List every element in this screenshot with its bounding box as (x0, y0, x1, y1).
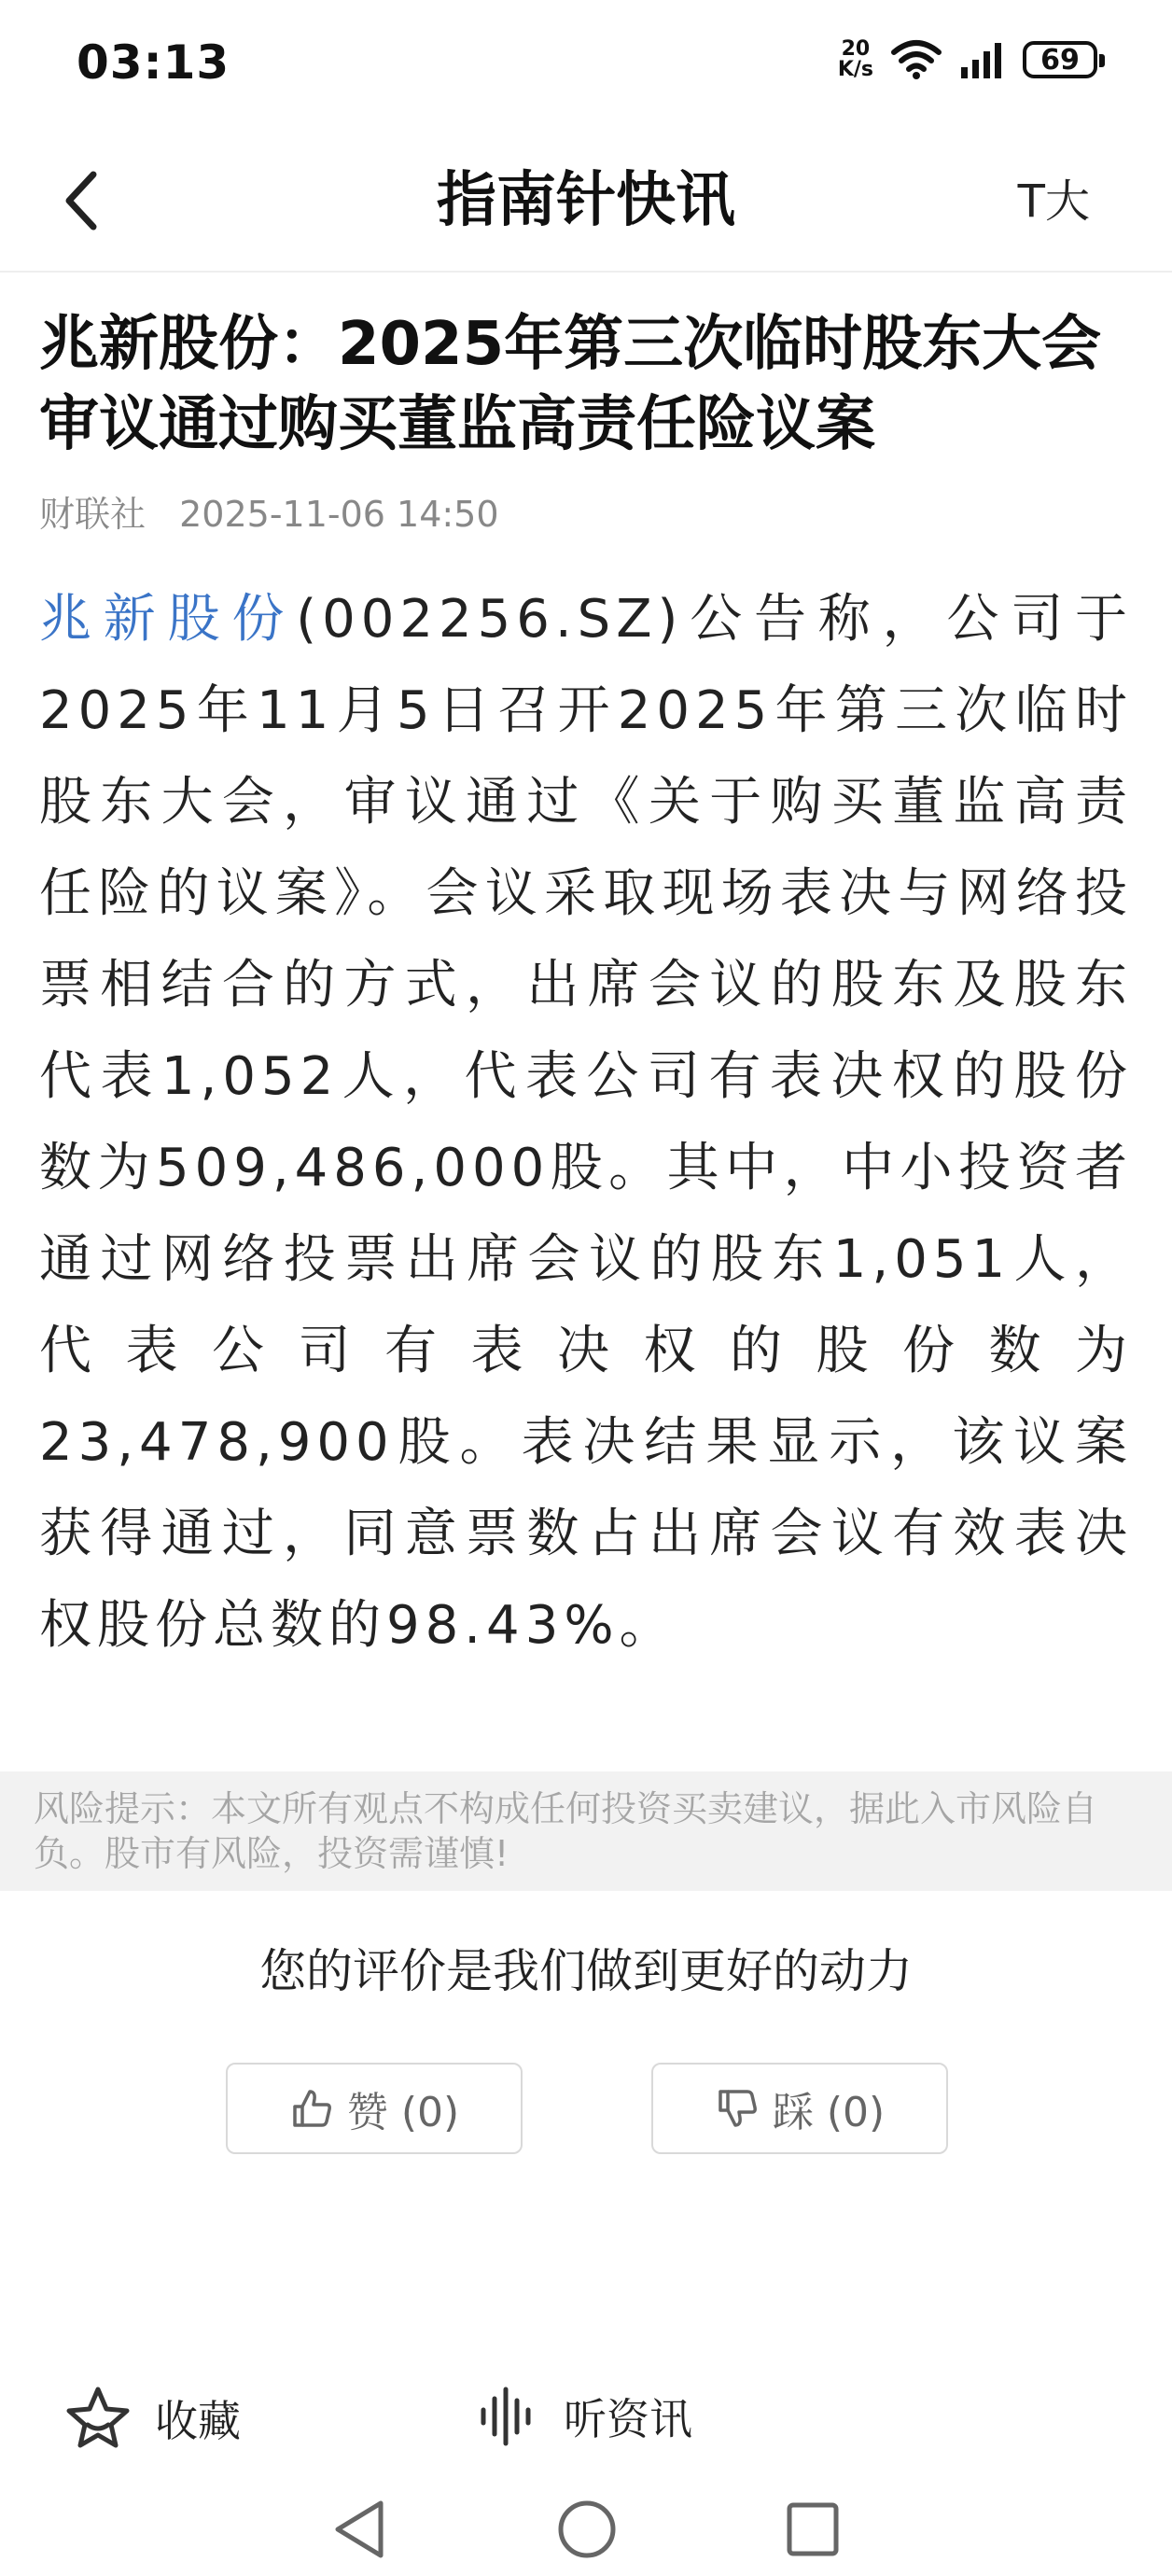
article-meta (39, 485, 499, 537)
stock-link[interactable]: 兆新股份 (39, 589, 297, 650)
thumbs-up-icon (289, 2086, 334, 2131)
status-icons (838, 39, 1097, 80)
net-speed-value: 20 (841, 37, 871, 61)
nav-home-icon[interactable] (554, 2492, 620, 2567)
status-time: 03:13 (77, 35, 230, 90)
wifi-icon (890, 39, 942, 80)
font-size-button[interactable]: T大 (1017, 175, 1090, 228)
system-nav-bar (0, 2483, 1172, 2576)
page-title: 指南针快讯 (437, 166, 735, 235)
nav-back-icon[interactable] (327, 2492, 392, 2567)
risk-notice: 风险提示：本文所有观点不构成任何投资买卖建议，据此入市风险自负。股市有风险，投资需谨慎! (0, 1771, 1172, 1891)
listen-label: 听资讯 (564, 2394, 692, 2444)
app-header (0, 131, 1172, 273)
rating-prompt: 您的评价是我们做到更好的动力 (259, 1944, 913, 1998)
net-speed-unit: K/s (837, 58, 873, 81)
nav-recents-icon[interactable] (780, 2492, 845, 2567)
article-datetime: 2025-11-06 14:50 (179, 494, 499, 535)
like-button[interactable] (226, 2063, 523, 2154)
listen-button[interactable] (476, 2384, 692, 2449)
thumbs-down-icon (715, 2086, 760, 2131)
article-body-text: (002256.SZ)公告称，公司于2025年11月5日召开2025年第三次临时股东大会，审议通过《关于购买董监高责任险的议案》。会议采取现场表决与网络投票相结合的方式，出席会议的股东及股东代表1,052人，代表公司有表决权的股份数为509,486,000股。其中，中小投资者通过网络投票出席会议的股东1,051人，代表公司有表决权的股份数为23,478,900股。表决结果显示，该议案获得通过，同意票数占出席会议有效表决权股份总数的98.43%。 (39, 589, 1134, 1656)
favorite-button[interactable] (63, 2384, 241, 2453)
article-title: 兆新股份：2025年第三次临时股东大会审议通过购买董监高责任险议案 (39, 310, 1102, 459)
battery-icon: 69 (1023, 41, 1097, 78)
status-bar (0, 0, 1172, 131)
dislike-label: 踩 (0) (772, 2089, 886, 2136)
like-label: 赞 (0) (346, 2089, 460, 2136)
audio-wave-icon (476, 2384, 541, 2449)
net-speed (838, 39, 873, 80)
article-source: 财联社 (39, 494, 146, 535)
favorite-label: 收藏 (155, 2396, 241, 2446)
chevron-left-icon[interactable] (56, 163, 112, 238)
article-body (39, 574, 1133, 1672)
dislike-button[interactable] (651, 2063, 948, 2154)
signal-icon (959, 41, 1006, 78)
star-icon (63, 2384, 133, 2453)
